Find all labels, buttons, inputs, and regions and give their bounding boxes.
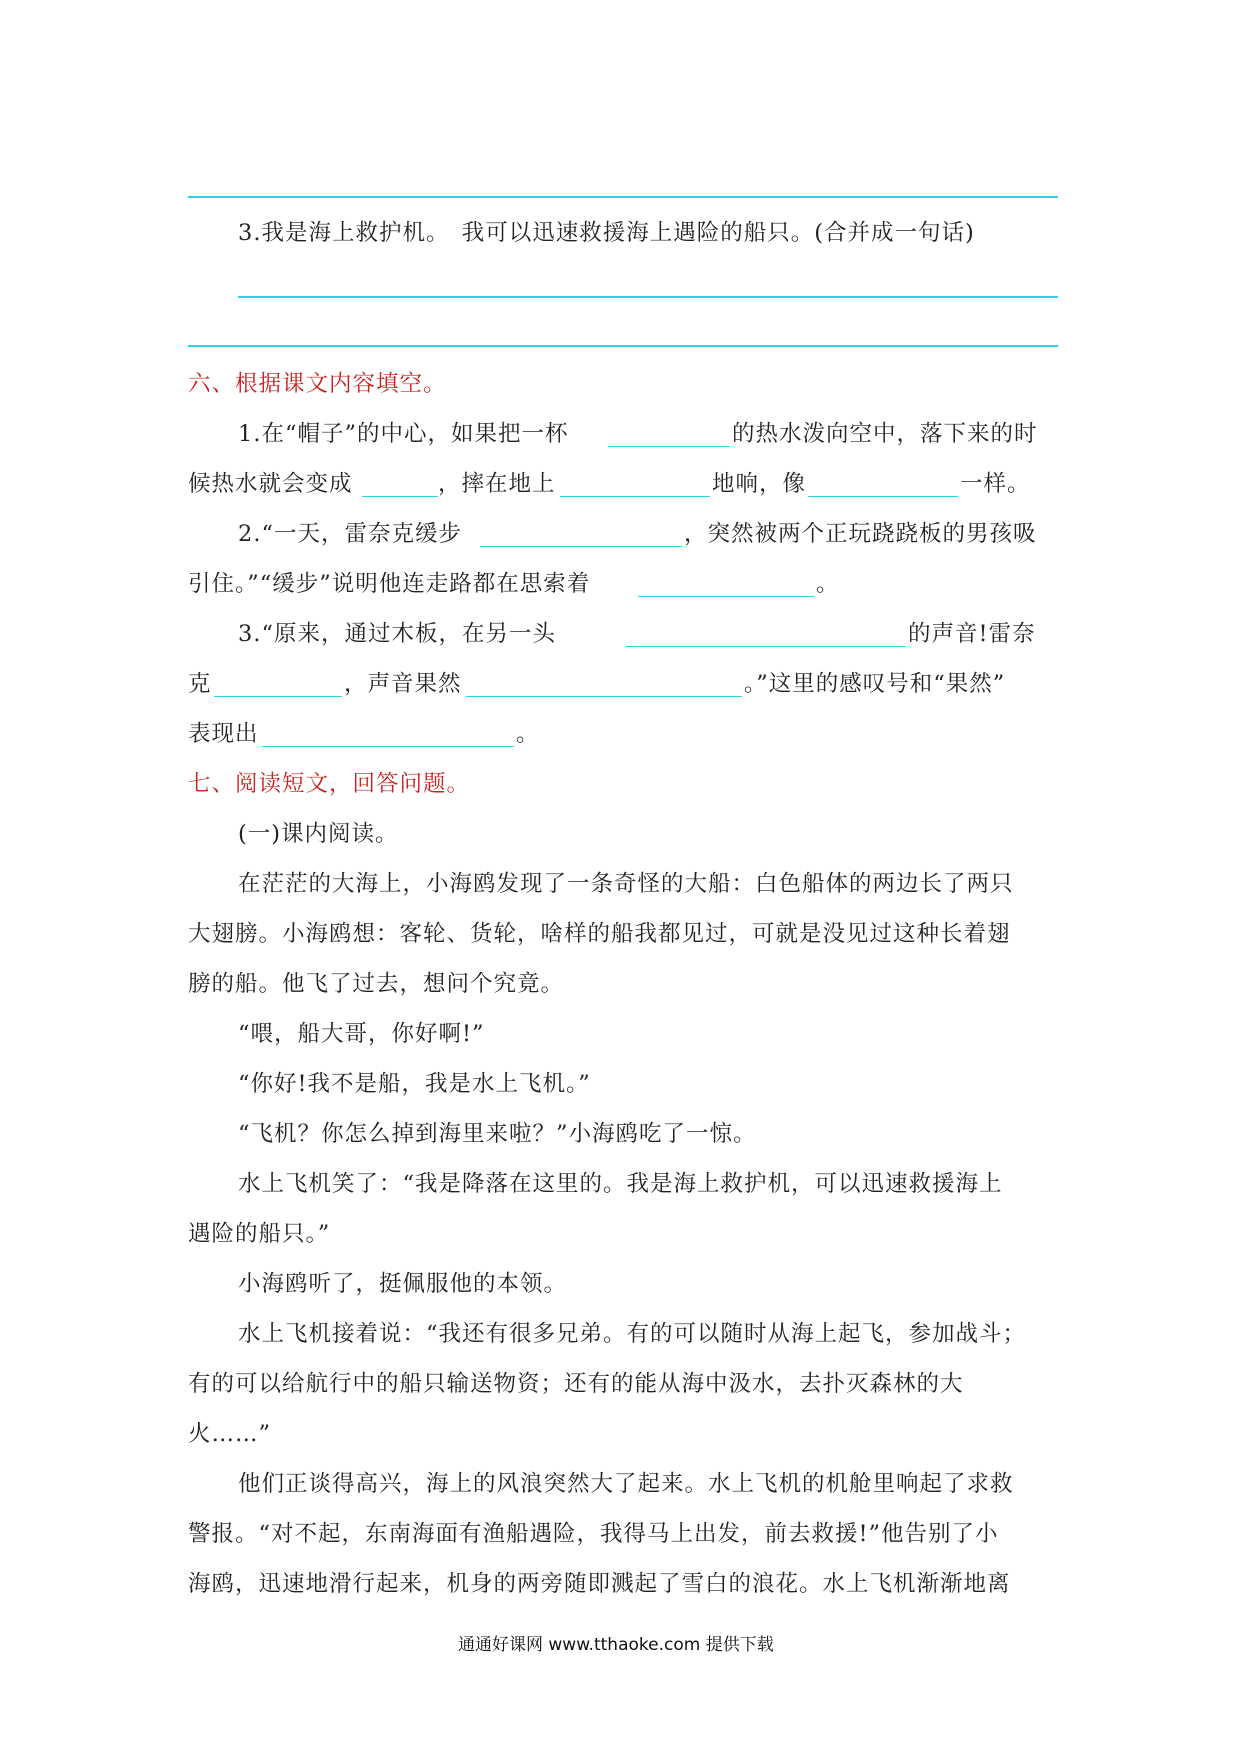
q6-1-line2-c: 地响，像 (712, 471, 807, 497)
fill-blank (560, 496, 710, 497)
q6-1-line1-a: 1.在“帽子”的中心，如果把一杯 (238, 421, 569, 447)
q6-1-line1-b: 的热水泼向空中，落下来的时 (732, 421, 1038, 447)
q6-3-line1-b: 的声音!雷奈 (908, 621, 1036, 647)
q6-2-line2-b: 。 (816, 571, 840, 597)
question-5-3 (238, 217, 975, 249)
q6-3-line1-a: 3.“原来，通过木板，在另一头 (238, 621, 556, 647)
passage-line: “你好!我不是船，我是水上飞机。” (238, 1071, 591, 1097)
q6-3-line2-c: 。”这里的感叹号和“果然” (744, 671, 1006, 697)
passage-line: 大翅膀。小海鸥想：客轮、货轮，啥样的船我都见过，可就是没见过这种长着翅 (188, 921, 1011, 947)
passage-line: 小海鸥听了，挺佩服他的本领。 (238, 1271, 568, 1297)
fill-blank (362, 496, 438, 497)
q6-3-line2-b: ，声音果然 (344, 671, 462, 697)
fill-blank (638, 596, 814, 597)
passage-line: 火……” (188, 1421, 272, 1447)
q6-2-line2-a: 引住。”“缓步”说明他连走路都在思索着 (188, 571, 591, 597)
passage-line: 在茫茫的大海上，小海鸥发现了一条奇怪的大船：白色船体的两边长了两只 (238, 871, 1014, 897)
section-7-heading: 七、阅读短文，回答问题。 (188, 771, 471, 797)
passage-line: 水上飞机笑了：“我是降落在这里的。我是海上救护机，可以迅速救援海上 (238, 1171, 1003, 1197)
q6-3-line3-a: 表现出 (188, 721, 259, 747)
q6-3-line2-a: 克 (188, 671, 212, 697)
answer-line (238, 296, 1058, 298)
fill-blank (480, 546, 682, 547)
passage-line: “喂，船大哥，你好啊!” (238, 1021, 485, 1047)
fill-blank (466, 696, 742, 697)
passage-line: 海鸥，迅速地滑行起来，机身的两旁随即溅起了雪白的浪花。水上飞机渐渐地离 (188, 1571, 1011, 1597)
fill-blank (608, 446, 730, 447)
answer-line (188, 345, 1058, 347)
q6-3-line3-b: 。 (516, 721, 540, 747)
q6-1-line2-b: ，摔在地上 (438, 471, 556, 497)
fill-blank (214, 696, 342, 697)
q6-2-line1-a: 2.“一天，雷奈克缓步 (238, 521, 462, 547)
passage-line: 遇险的船只。” (188, 1221, 331, 1247)
fill-blank (262, 746, 514, 747)
q6-1-line2-d: 一样。 (960, 471, 1031, 497)
fill-blank (626, 646, 906, 647)
question-number: 3. (238, 220, 262, 246)
answer-line (188, 196, 1058, 198)
fill-blank (808, 496, 958, 497)
passage-line: 他们正谈得高兴，海上的风浪突然大了起来。水上飞机的机舱里响起了求救 (238, 1471, 1014, 1497)
question-text: 我是海上救护机。 我可以迅速救援海上遇险的船只。(合并成一句话) (261, 220, 975, 246)
passage-line: “飞机？你怎么掉到海里来啦？”小海鸥吃了一惊。 (238, 1121, 757, 1147)
passage-line: 警报。“对不起，东南海面有渔船遇险，我得马上出发，前去救援!”他告别了小 (188, 1521, 999, 1547)
section-6-heading: 六、根据课文内容填空。 (188, 371, 447, 397)
q6-2-line1-b: ，突然被两个正玩跷跷板的男孩吸 (684, 521, 1037, 547)
passage-line: 水上飞机接着说：“我还有很多兄弟。有的可以随时从海上起飞，参加战斗； (238, 1321, 1027, 1347)
passage-line: 膀的船。他飞了过去，想问个究竟。 (188, 971, 565, 997)
q6-1-line2-a: 候热水就会变成 (188, 471, 353, 497)
subsection-heading: (一)课内阅读。 (238, 821, 399, 847)
page-footer: 通通好课网 www.tthaoke.com 提供下载 (458, 1635, 774, 1655)
passage-line: 有的可以给航行中的船只输送物资；还有的能从海中汲水，去扑灭森林的大 (188, 1371, 964, 1397)
